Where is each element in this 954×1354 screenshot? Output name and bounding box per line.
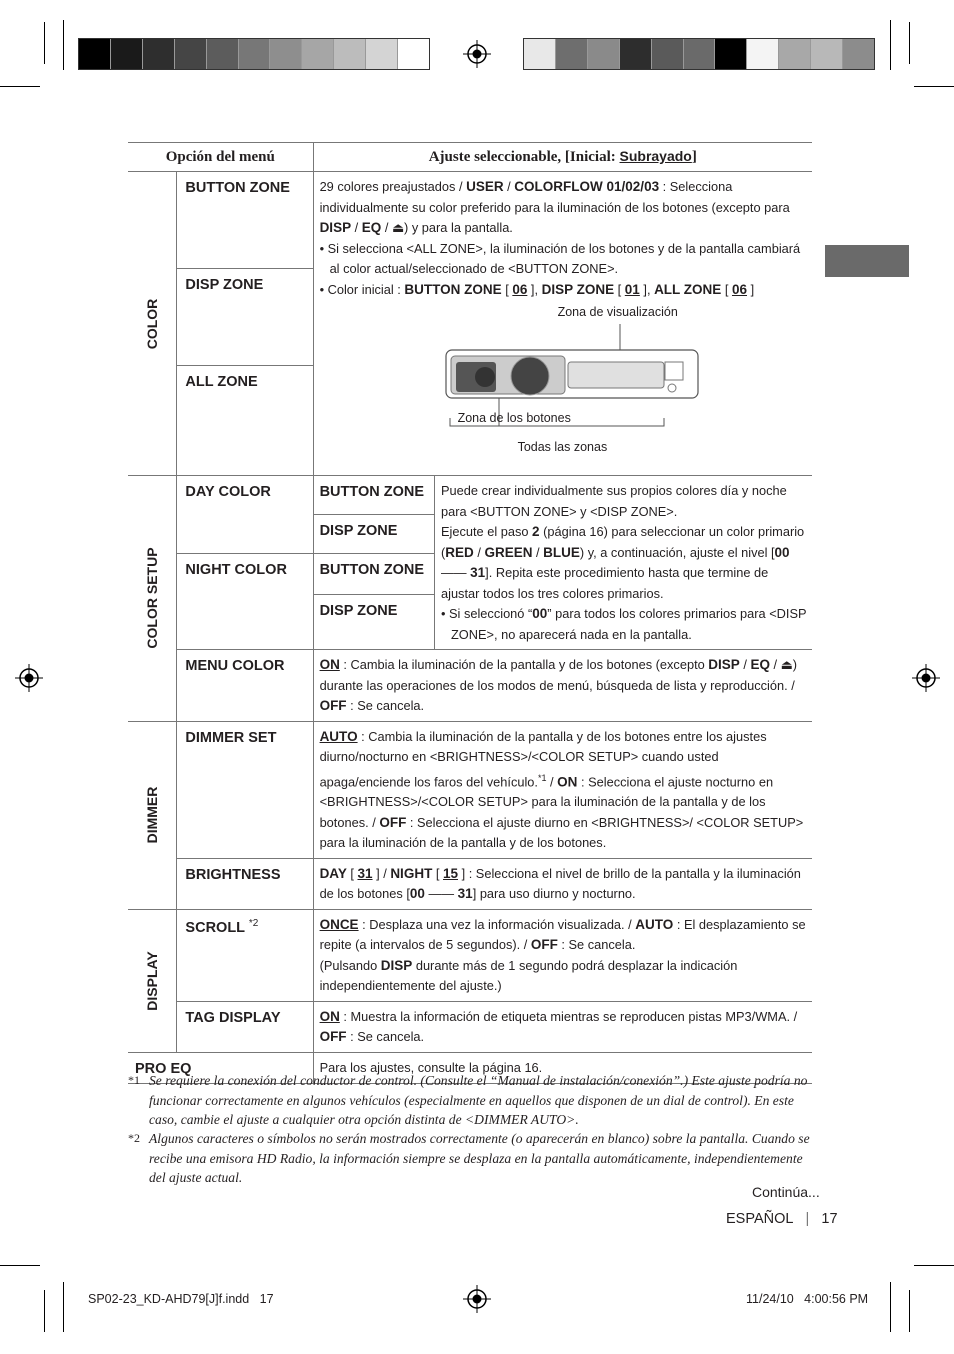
table-row (128, 172, 812, 269)
option-pro-eq: PRO EQ (128, 1052, 313, 1083)
header-menu-option: Opción del menú (128, 143, 313, 172)
color-swatch (270, 39, 302, 69)
table-header (128, 143, 812, 172)
sub-disp-zone: DISP ZONE (313, 595, 434, 650)
section-tab (825, 245, 909, 277)
color-bar-right (523, 38, 875, 70)
pro-eq-description: Para los ajustes, consulte la página 16. (313, 1052, 812, 1083)
color-swatch (524, 39, 556, 69)
color-description: 29 colores preajustados / USER / COLORFLOW 01/02/03 : Selecciona individualmente su color preferido para la iluminación de los botones (excepto para DISP / EQ / ⏏) y para la pantalla. • Si selecciona <ALL ZONE>, la iluminación de los botones y de la pantalla cambiará al color actual/seleccionado de <BUTTON ZONE>. • Color inicial : BUTTON ZONE [ 06 ], DISP ZONE [ 01 ], ALL ZONE [ 06 ] Zona de visualización Zona de los botones Todas las zonas (313, 172, 812, 476)
color-swatch (79, 39, 111, 69)
color-swatch (779, 39, 811, 69)
color-swatch (398, 39, 429, 69)
color-swatch (843, 39, 874, 69)
slug-filename: SP02-23_KD-AHD79[J]f.indd 17 (88, 1292, 274, 1306)
color-swatch (747, 39, 779, 69)
sub-button-zone: BUTTON ZONE (313, 476, 434, 515)
color-swatch (302, 39, 334, 69)
footnote-1: *1 Se requiere la conexión del conductor de control. (Consulte el “Manual de instalación/conexión”.) Este ajuste podría no funcionar correctamente en algunos vehículos (especialmente en aquellos que disponen de un dial de control). En este caso, cambie el ajuste a cualquier otra opción distinta de <DIMMER AUTO>. (128, 1073, 808, 1127)
color-bar-left (78, 38, 430, 70)
table-row (128, 721, 812, 858)
group-label-color: COLOR (144, 298, 161, 349)
color-swatch (652, 39, 684, 69)
color-swatch (811, 39, 843, 69)
table-row (128, 476, 812, 515)
label-display-zone: Zona de visualización (557, 305, 678, 319)
group-label-display: DISPLAY (144, 951, 161, 1011)
sub-button-zone: BUTTON ZONE (313, 554, 434, 595)
settings-table (128, 142, 812, 1084)
color-swatch (620, 39, 652, 69)
color-setup-description: Puede crear individualmente sus propios colores día y noche para <BUTTON ZONE> y <DISP ZONE>. Ejecute el paso 2 (página 16) para seleccionar un color primario (RED / GREEN / BLUE) y, a continuación, ajuste el nivel [00 —— 31]. Repita este procedimiento hasta que termine de ajustar todos los tres colores primarios. • Si seleccionó “00” para todos los colores primarios para <DISP ZONE>, no aparecerá nada en la pantalla. (434, 476, 812, 650)
option-button-zone: BUTTON ZONE (177, 172, 313, 269)
brightness-description: DAY [ 31 ] / NIGHT [ 15 ] : Selecciona el nivel de brillo de la pantalla y la iluminación de los botones [00 —— 31] para uso diurno y nocturno. (313, 858, 812, 909)
group-label-color-setup: COLOR SETUP (144, 547, 161, 649)
eject-icon: ⏏ (780, 657, 793, 672)
option-disp-zone: DISP ZONE (177, 269, 313, 366)
header-settings: Ajuste seleccionable, [Inicial: Subrayado] (313, 143, 812, 172)
registration-mark-icon (463, 1285, 491, 1313)
color-swatch (239, 39, 271, 69)
label-all-zones: Todas las zonas (517, 440, 608, 454)
registration-mark-icon (15, 664, 43, 692)
eject-icon: ⏏ (391, 220, 405, 235)
color-swatch (207, 39, 239, 69)
option-night-color: NIGHT COLOR (177, 554, 313, 650)
continued-note: Continúa... (752, 1184, 820, 1200)
color-swatch (175, 39, 207, 69)
table-row (128, 858, 812, 909)
option-day-color: DAY COLOR (177, 476, 313, 554)
table-row (128, 909, 812, 1001)
color-swatch (715, 39, 747, 69)
option-tag-display: TAG DISPLAY (177, 1001, 313, 1052)
option-all-zone: ALL ZONE (177, 366, 313, 476)
sub-disp-zone: DISP ZONE (313, 515, 434, 554)
color-swatch (684, 39, 716, 69)
slug-date: 11/24/10 4:00:56 PM (746, 1292, 869, 1306)
color-swatch (366, 39, 398, 69)
option-brightness: BRIGHTNESS (177, 858, 313, 909)
footnote-2: *2 Algunos caracteres o símbolos no serán mostrados correctamente (o aparecerán en blanco) sobre la pantalla. Cuando se recibe una emisora HD Radio, la información siempre se desplaza en la pantalla automáticamente, independientemente del ajuste actual. (128, 1131, 810, 1185)
color-swatch (111, 39, 143, 69)
option-scroll: SCROLL $^{*2}$ (177, 909, 313, 1001)
registration-mark-icon (463, 40, 491, 68)
color-swatch (334, 39, 366, 69)
dimmer-set-description: AUTO : Cambia la iluminación de la pantalla y de los botones entre los ajustes diurno/nocturno en <BRIGHTNESS>/<COLOR SETUP> cuando usted apaga/enciende los faros del vehículo.$^{*1}$ / ON : Selecciona el ajuste nocturno en <BRIGHTNESS>/<COLOR SETUP> para la iluminación de la pantalla y de los botones. / OFF : Selecciona el ajuste diurno en <BRIGHTNESS>/ <COLOR SETUP> para la iluminación de la pantalla y de los botones. (313, 721, 812, 858)
color-swatch (588, 39, 620, 69)
unit-diagram (320, 300, 808, 454)
registration-mark-icon (912, 664, 940, 692)
color-swatch (556, 39, 588, 69)
table-row (128, 1001, 812, 1052)
menu-color-description: ON : Cambia la iluminación de la pantalla y de los botones (excepto DISP / EQ / ⏏) durante las operaciones de los modos de menú, búsqueda de lista y reproducción. / OFF : Se cancela. (313, 650, 812, 722)
scroll-description: ONCE : Desplaza una vez la información visualizada. / AUTO : El desplazamiento se repite (a intervalos de 5 segundos). / OFF : Se cancela. (Pulsando DISP durante más de 1 segundo podrá desplazar la indicación independientemente del ajuste.) (313, 909, 812, 1001)
option-menu-color: MENU COLOR (177, 650, 313, 722)
tag-display-description: ON : Muestra la información de etiqueta mientras se reproducen pistas MP3/WMA. / OFF : Se cancela. (313, 1001, 812, 1052)
label-button-zone: Zona de los botones (457, 411, 571, 425)
page-footer: ESPAÑOL | 17 (726, 1211, 838, 1227)
color-swatch (143, 39, 175, 69)
head-unit-icon (444, 322, 704, 450)
table-row (128, 650, 812, 722)
option-dimmer-set: DIMMER SET (177, 721, 313, 858)
group-label-dimmer: DIMMER (144, 786, 161, 844)
